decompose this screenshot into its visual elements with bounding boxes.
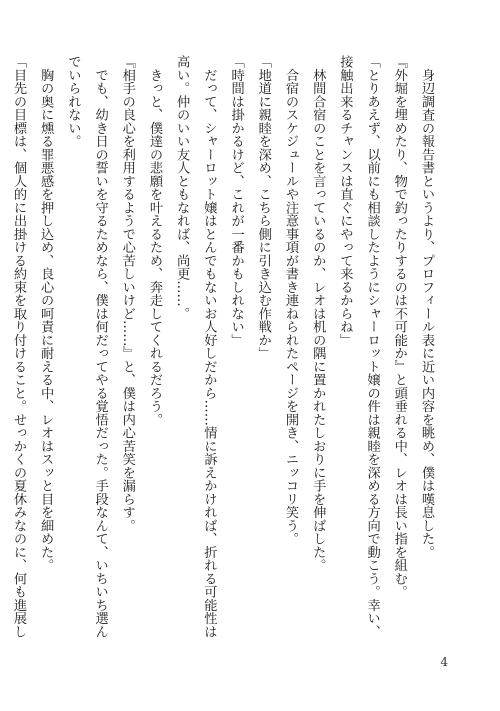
text-line: 『相手の良心を利用するようで心苦しいけど……』と、僕は内心苦笑を漏らす。 (119, 55, 135, 532)
text-line: でいられない。 (65, 55, 81, 148)
text-line: 「時間は掛かるけど、これが一番かもしれない」 (228, 55, 244, 347)
text-line: だって、シャーロット嬢はとんでもないお人好しだから……情に訴えかければ、折れる可能性は (201, 55, 217, 638)
text-line: 身辺調査の報告書というより、プロフィール表に近い内容を眺め、僕は嘆息した。 (419, 55, 434, 559)
text-line: 「地道に親睦を深め、こちら側に引き込む作戦か」 (255, 55, 271, 360)
page-number: 4 (440, 655, 448, 669)
text-line: でも、幼き日の誓いを守るためなら、僕は何だってやる覚悟だった。手段なんて、いちいち選ん (92, 55, 108, 638)
text-line: 『外堀を埋めたり、物で釣ったりするのは不可能か』と頭垂れる中、レオは長い指を組む。 (391, 55, 407, 599)
vertical-text-body (0, 55, 440, 641)
text-line: 林間合宿のことを言っているのか、レオは机の隅に置かれたしおりに手を伸ばした。 (310, 55, 326, 572)
text-line: 高い。仲のいい友人ともなれば、尚更……。 (174, 55, 190, 320)
text-line: きっと、僕達の悲願を叶えるため、奔走してくれるだろう。 (146, 55, 162, 426)
text-line: 接触出来るチャンスは直ぐにやって来るからね」 (337, 55, 353, 347)
text-line: 「目先の目標は、個人的に出掛ける約束を取り付けること。せっかくの夏休みなのに、何も進展し (10, 55, 26, 638)
text-line: 「とりあえず、以前にも相談したようにシャーロット嬢の件は親睦を深める方向で動こう。幸い、 (364, 55, 380, 638)
text-line: 合宿のスケジュールや注意事項が書き連ねられたページを開き、ニッコリ笑う。 (282, 55, 298, 546)
text-line: 胸の奥に燻る罪悪感を押し込め、良心の呵責に耐える中、レオはスッと目を細めた。 (38, 55, 54, 572)
